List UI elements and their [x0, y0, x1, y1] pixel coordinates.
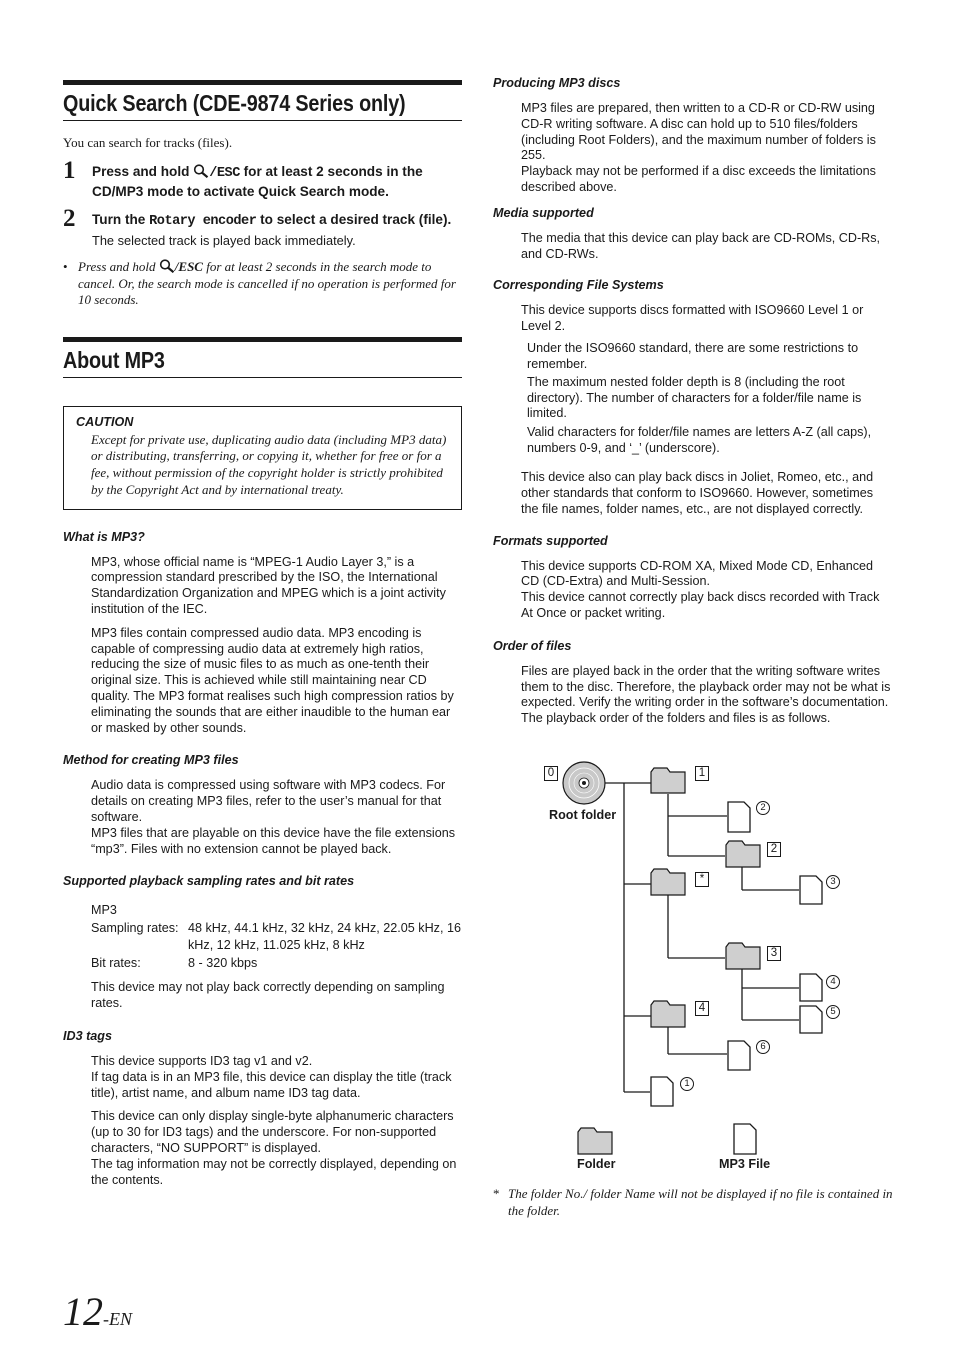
order-heading: Order of files — [493, 638, 572, 653]
root-folder-label: Root folder — [549, 808, 617, 822]
id3-p2b: The tag information may not be correctly displayed, depending on the contents. — [91, 1156, 457, 1187]
media-heading: Media supported — [493, 205, 594, 220]
quick-search-title: Quick Search (CDE-9874 Series only) — [63, 90, 406, 116]
step-1-text: Press and hold /ESC for at least 2 seconds in the CD/MP3 mode to activate Quick Search mode. — [92, 164, 423, 199]
producing-heading: Producing MP3 discs — [493, 76, 621, 90]
fs-restriction-2: The maximum nested folder depth is 8 (including the root directory). The number of characters for a folder/file name is limited. — [527, 375, 862, 421]
bitrate-row — [91, 955, 462, 973]
producing-p1: MP3 files are prepared, then written to a CD-R or CD-RW using CD-R writing software. A disc can hold up to 510 files/folders (including Root Folders), and the maximum number of folders is 255. — [521, 101, 876, 163]
folder-tree-diagram — [540, 760, 840, 1180]
id3-p1a: This device supports ID3 tag v1 and v2. — [91, 1054, 313, 1069]
legend-file-label: MP3 File — [719, 1157, 771, 1171]
rates-format: MP3 — [91, 903, 117, 918]
producing-p2: Playback may not be performed if a disc exceeds the limitations described above. — [521, 164, 876, 194]
file-number-3: 3 — [826, 875, 840, 889]
fs-p2: This device also can play back discs in Joliet, Romeo, etc., and other standards that conform to ISO9660. However, sometimes the file names, folder names, etc., are not displayed correctly. — [521, 470, 874, 516]
fs-restriction-3: Valid characters for folder/file names are letters A-Z (all caps), numbers 0-9, and ‘_’ (underscore). — [527, 424, 872, 455]
id3-p1b: If tag data is in an MP3 file, this device can display the title (track title), artist name, and album name ID3 tag data. — [91, 1069, 452, 1100]
bitrate-value: 8 - 320 kbps — [188, 955, 258, 970]
disc-icon — [563, 762, 605, 804]
file-number-1: 1 — [680, 1077, 694, 1091]
quick-search-intro: You can search for tracks (files). — [63, 135, 233, 150]
about-mp3-title: About MP3 — [63, 346, 165, 373]
sampling-label: Sampling rates: — [91, 920, 179, 935]
fs-restriction-1: Under the ISO9660 standard, there are some restrictions to remember. — [527, 340, 859, 371]
page-number-suffix: -EN — [103, 1309, 132, 1329]
bitrate-label: Bit rates: — [91, 955, 141, 970]
step-2-text: Turn the Rotary encoder to select a desired track (file). — [92, 212, 452, 229]
quick-search-heading — [63, 80, 462, 121]
step-1-number: 1 — [63, 157, 76, 184]
page-number — [63, 1288, 132, 1335]
legend-folder-label: Folder — [577, 1157, 616, 1171]
root-folder-number: 0 — [544, 766, 558, 781]
formats-heading: Formats supported — [493, 533, 608, 548]
folder-number-star: * — [695, 872, 709, 887]
file-number-6: 6 — [756, 1040, 770, 1054]
folder-number-2: 2 — [767, 842, 781, 857]
step-2-subtext: The selected track is played back immediately. — [92, 233, 356, 248]
search-magnifier-icon — [159, 259, 175, 273]
file-number-2: 2 — [756, 801, 770, 815]
fs-p1: This device supports discs formatted with ISO9660 Level 1 or Level 2. — [521, 303, 864, 334]
id3-p2a: This device can only display single-byte alphanumeric characters (up to 30 for ID3 tags) and the underscore. For non-supported characters, “NO SUPPORT” is displayed. — [91, 1109, 454, 1156]
what-is-mp3-heading: What is MP3? — [63, 529, 145, 544]
fs-heading: Corresponding File Systems — [493, 278, 664, 293]
method-p1: Audio data is compressed using software with MP3 codecs. For details on creating MP3 files, refer to the user’s manual for that software. — [91, 778, 446, 825]
sampling-row — [91, 920, 462, 955]
caution-box — [63, 406, 462, 510]
right-column — [493, 76, 893, 727]
footnote — [493, 1185, 893, 1219]
media-p1: The media that this device can play back are CD-ROMs, CD-Rs, and CD-RWs. — [521, 230, 881, 261]
footnote-text: The folder No./ folder Name will not be displayed if no file is contained in the folder. — [508, 1186, 893, 1218]
folder-number-1: 1 — [695, 766, 709, 781]
file-number-5: 5 — [826, 1005, 840, 1019]
caution-title: CAUTION — [76, 414, 134, 429]
search-magnifier-icon — [193, 164, 209, 178]
file-number-4: 4 — [826, 975, 840, 989]
what-is-mp3-p1: MP3, whose official name is “MPEG-1 Audio Layer 3,” is a compression standard prescribed by the ISO, the International Standardization Organization and MPEG which is a joint activity institution of the IEC. — [91, 554, 446, 617]
id3-heading: ID3 tags — [63, 1029, 112, 1044]
folder-number-4: 4 — [695, 1001, 709, 1016]
sampling-value: 48 kHz, 44.1 kHz, 32 kHz, 24 kHz, 22.05 kHz, 16 kHz, 12 kHz, 11.025 kHz, 8 kHz — [188, 920, 461, 953]
left-column — [63, 80, 462, 1188]
method-heading: Method for creating MP3 files — [63, 753, 239, 768]
step-1 — [63, 157, 462, 201]
page-number-value: 12 — [63, 1289, 103, 1334]
footnote-mark: * — [493, 1186, 500, 1201]
rates-note: This device may not play back correctly depending on sampling rates. — [91, 980, 445, 1011]
formats-p1: This device supports CD-ROM XA, Mixed Mode CD, Enhanced CD (CD-Extra) and Multi-Session. — [521, 558, 874, 589]
step-2-number: 2 — [63, 205, 76, 232]
rates-table — [63, 902, 462, 972]
order-p1: Files are played back in the order that the writing software writes them to the disc. Therefore, the playback order may not be what is expected. Verify the writing order in the software’s documentation. The playback order of the folders and files is as follows. — [521, 663, 891, 726]
rates-heading: Supported playback sampling rates and bit rates — [63, 874, 355, 889]
caution-body: Except for private use, duplicating audio data (including MP3 data) or distributing, transferring, or copying it, whether for free or for a fee, without permission of the copyright holder is strictly prohibited by the Copyright Act and by international treaty. — [91, 431, 447, 497]
formats-p2: This device cannot correctly play back discs recorded with Track At Once or packet writing. — [521, 590, 880, 620]
folder-tree-lines — [540, 760, 840, 1180]
what-is-mp3-p2: MP3 files contain compressed audio data. MP3 encoding is capable of compressing audio data at extremely high ratios, reducing the size of music files to as much as one-tenth their original size. This is achieved while still maintaining near CD quality. The MP3 format realises such high compression ratios by eliminating the sounds that are either inaudible to the human ear or masked by other sounds. — [91, 625, 454, 735]
about-mp3-heading — [63, 337, 462, 378]
cancel-note: • Press and hold /ESC for at least 2 seconds in the search mode to cancel. Or, the search mode is cancelled if no operation is performed for 10 seconds. — [63, 259, 456, 307]
method-p2: MP3 files that are playable on this device have the file extensions “mp3”. Files with no extension cannot be played back. — [91, 825, 456, 856]
folder-number-3: 3 — [767, 946, 781, 961]
step-2 — [63, 205, 462, 249]
